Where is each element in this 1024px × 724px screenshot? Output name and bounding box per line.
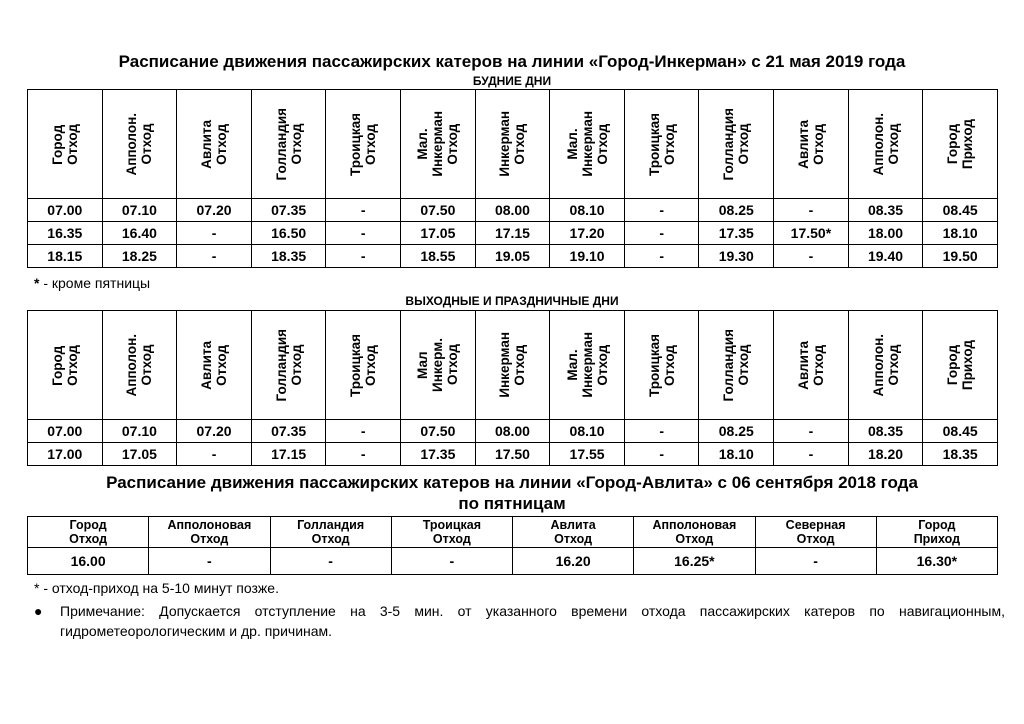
header-label-line: Отход — [885, 123, 901, 165]
time-cell: - — [326, 199, 401, 222]
header-label-line: Мал. — [564, 349, 580, 381]
friday-title: Расписание движения пассажирских катеров на линии «Город-Авлита» с 06 сентября 2018 года — [106, 473, 918, 492]
header-label — [124, 334, 154, 397]
footnote-text: - кроме пятницы — [39, 275, 151, 291]
header-cell — [149, 517, 270, 548]
time-cell: 18.55 — [401, 245, 476, 268]
weekdays-subtitle: БУДНИЕ ДНИ — [472, 74, 552, 88]
header-cell — [391, 517, 512, 548]
time-cell: 17.00 — [28, 443, 103, 466]
header-cell — [28, 311, 103, 420]
header-label-line: Авлита — [199, 340, 215, 390]
header-cell — [251, 311, 326, 420]
time-cell: 16.40 — [102, 222, 177, 245]
time-cell: - — [774, 420, 849, 443]
table-row — [28, 443, 998, 466]
time-cell: 16.25* — [634, 548, 755, 575]
header-cell — [513, 517, 634, 548]
header-label-line: Голландия — [721, 107, 737, 181]
header-label — [348, 334, 378, 397]
table-row — [28, 222, 998, 245]
header-label — [647, 334, 677, 397]
time-cell: - — [391, 548, 512, 575]
header-label-line: Отход — [445, 344, 461, 386]
footnote-star: * — [34, 275, 40, 291]
header-label-line: Город — [945, 123, 961, 165]
time-cell: 17.15 — [251, 443, 326, 466]
header-label-line: Отход — [288, 123, 304, 165]
time-cell: - — [774, 199, 849, 222]
weekdays-footnote — [34, 274, 150, 293]
header-label-line: Город — [49, 123, 65, 165]
time-cell: - — [326, 420, 401, 443]
header-cell — [102, 311, 177, 420]
header-label-line: Приход — [960, 339, 976, 391]
header-label-line: Отход — [512, 123, 528, 165]
header-label — [565, 111, 610, 177]
header-label-line: Голландия — [273, 107, 289, 181]
header-label — [497, 111, 527, 177]
header-label-line: Мал. — [564, 128, 580, 160]
time-cell: - — [624, 222, 699, 245]
header-row — [28, 90, 998, 199]
header-label-line: Отход — [64, 344, 80, 386]
header-label-line: Инкерм. — [430, 338, 446, 392]
friday-subtitle: по пятницам — [458, 494, 566, 513]
header-label — [721, 329, 751, 401]
header-label — [796, 120, 826, 169]
friday-footnote: * - отход-приход на 5-10 минут позже. — [34, 580, 279, 596]
time-cell: 07.10 — [102, 199, 177, 222]
time-cell: - — [326, 222, 401, 245]
header-cell — [177, 90, 252, 199]
time-cell: 08.45 — [923, 199, 998, 222]
header-cell — [550, 311, 625, 420]
header-label-line: Авлита — [795, 119, 811, 169]
header-label-line: Авлита — [795, 340, 811, 390]
header-label-line: Троицкая — [646, 333, 662, 397]
header-label-line: Троицкая — [348, 333, 364, 397]
time-cell: 08.25 — [699, 199, 774, 222]
header-label-line: Апполон. — [124, 112, 140, 176]
header-label — [871, 334, 901, 397]
header-cell — [475, 311, 550, 420]
time-cell: 17.35 — [401, 443, 476, 466]
header-label-line: Троицкая — [348, 112, 364, 176]
header-cell — [699, 90, 774, 199]
header-label — [348, 113, 378, 176]
remark-note: Примечание: Допускается отступление на 3-5 мин. от указанного времени отхода пассажирских катеров по навигационным, гидрометеорологическим и др. причинам. — [60, 603, 1005, 639]
header-cell — [876, 517, 997, 548]
time-cell: 19.30 — [699, 245, 774, 268]
time-cell: 07.50 — [401, 199, 476, 222]
header-cell — [550, 90, 625, 199]
time-cell: 17.20 — [550, 222, 625, 245]
header-label-line: Город — [49, 344, 65, 386]
time-cell: 07.35 — [251, 420, 326, 443]
time-cell: 08.35 — [848, 420, 923, 443]
time-cell: 18.35 — [251, 245, 326, 268]
header-label-line: Инкерман — [430, 111, 446, 177]
time-cell: - — [774, 245, 849, 268]
header-label-line: Город — [69, 518, 107, 532]
time-cell: - — [624, 199, 699, 222]
header-cell — [774, 311, 849, 420]
time-cell: 17.50 — [475, 443, 550, 466]
time-cell: 16.20 — [513, 548, 634, 575]
header-cell — [755, 517, 876, 548]
header-label-line: Отход — [885, 344, 901, 386]
header-label-line: Отход — [64, 123, 80, 165]
time-cell: 19.40 — [848, 245, 923, 268]
time-cell: 16.00 — [28, 548, 149, 575]
main-title: Расписание движения пассажирских катеров на линии «Город-Инкерман» с 21 мая 2019 года — [118, 52, 906, 71]
header-row — [28, 311, 998, 420]
header-label — [647, 113, 677, 176]
header-label-line: Город — [918, 518, 956, 532]
header-cell — [848, 90, 923, 199]
time-cell: 18.20 — [848, 443, 923, 466]
table-row — [28, 420, 998, 443]
header-label-line: Мал — [415, 351, 431, 379]
header-cell — [848, 311, 923, 420]
header-cell — [401, 90, 476, 199]
time-cell: 07.35 — [251, 199, 326, 222]
header-label-line: Отход — [594, 344, 610, 386]
time-cell: 07.20 — [177, 420, 252, 443]
time-cell: 08.25 — [699, 420, 774, 443]
time-cell: 08.10 — [550, 199, 625, 222]
header-row — [28, 517, 998, 548]
header-label-line: Апполон. — [124, 333, 140, 397]
header-cell — [401, 311, 476, 420]
header-cell — [634, 517, 755, 548]
time-cell: 18.10 — [699, 443, 774, 466]
time-cell: 17.05 — [401, 222, 476, 245]
weekdays-schedule-table — [27, 89, 998, 268]
header-cell — [28, 90, 103, 199]
header-label-line: Апполон. — [870, 333, 886, 397]
header-cell — [774, 90, 849, 199]
header-label-line: Троицкая — [422, 518, 482, 532]
header-label — [415, 338, 460, 392]
header-cell — [251, 90, 326, 199]
time-cell: - — [177, 245, 252, 268]
time-cell: 19.05 — [475, 245, 550, 268]
header-label-line: Голландия — [273, 328, 289, 402]
time-cell: - — [624, 245, 699, 268]
weekends-subtitle: ВЫХОДНЫЕ И ПРАЗДНИЧНЫЕ ДНИ — [405, 294, 619, 308]
time-cell: 16.50 — [251, 222, 326, 245]
header-label-line: Отход — [512, 344, 528, 386]
header-cell — [699, 311, 774, 420]
header-label-line: Отход — [796, 532, 835, 546]
header-label-line: Отход — [675, 532, 714, 546]
time-cell: 07.10 — [102, 420, 177, 443]
header-label-line: Апполон. — [870, 112, 886, 176]
bullet-icon: ● — [34, 603, 43, 619]
header-label-line: Отход — [736, 344, 752, 386]
header-label — [945, 340, 975, 390]
header-label-line: Инкерман — [579, 111, 595, 177]
header-label — [274, 329, 304, 401]
friday-schedule-table — [27, 516, 998, 575]
time-cell: - — [177, 443, 252, 466]
time-cell: 18.15 — [28, 245, 103, 268]
header-label — [565, 332, 610, 398]
header-label-line: Апполоновая — [652, 518, 737, 532]
time-cell: 18.10 — [923, 222, 998, 245]
time-cell: 07.50 — [401, 420, 476, 443]
header-label-line: Инкерман — [497, 111, 513, 177]
header-label — [497, 332, 527, 398]
time-cell: 17.55 — [550, 443, 625, 466]
time-cell: - — [270, 548, 391, 575]
header-cell — [475, 90, 550, 199]
time-cell: 08.45 — [923, 420, 998, 443]
header-cell — [270, 517, 391, 548]
time-cell: - — [326, 443, 401, 466]
header-label-line: Авлита — [199, 119, 215, 169]
header-label-line: Мал. — [415, 128, 431, 160]
time-cell: 08.10 — [550, 420, 625, 443]
header-label — [199, 120, 229, 169]
header-label-line: Отход — [736, 123, 752, 165]
time-cell: - — [624, 420, 699, 443]
time-cell: 18.00 — [848, 222, 923, 245]
header-label-line: Северная — [785, 518, 846, 532]
header-label — [721, 108, 751, 180]
header-label-line: Отход — [139, 123, 155, 165]
header-label — [199, 341, 229, 390]
header-cell — [326, 311, 401, 420]
header-label — [50, 345, 80, 386]
header-label — [124, 113, 154, 176]
time-cell: 07.00 — [28, 420, 103, 443]
header-label-line: Отход — [69, 532, 108, 546]
header-label-line: Отход — [661, 344, 677, 386]
time-cell: 16.35 — [28, 222, 103, 245]
header-label — [945, 119, 975, 169]
header-cell — [624, 311, 699, 420]
header-cell — [102, 90, 177, 199]
time-cell: 08.35 — [848, 199, 923, 222]
time-cell: 18.25 — [102, 245, 177, 268]
time-cell: 18.35 — [923, 443, 998, 466]
header-label-line: Отход — [432, 532, 471, 546]
time-cell: - — [755, 548, 876, 575]
header-label-line: Отход — [363, 123, 379, 165]
time-cell: - — [624, 443, 699, 466]
header-label — [50, 124, 80, 165]
header-cell — [923, 90, 998, 199]
header-label-line: Город — [945, 344, 961, 386]
header-cell — [923, 311, 998, 420]
time-cell: 07.00 — [28, 199, 103, 222]
header-label-line: Отход — [810, 123, 826, 165]
header-cell — [624, 90, 699, 199]
header-label — [415, 111, 460, 177]
header-label-line: Отход — [214, 344, 230, 386]
header-label-line: Голландия — [297, 518, 365, 532]
time-cell: - — [149, 548, 270, 575]
time-cell: 19.50 — [923, 245, 998, 268]
time-cell: - — [774, 443, 849, 466]
time-cell: 17.15 — [475, 222, 550, 245]
header-label — [274, 108, 304, 180]
time-cell: - — [326, 245, 401, 268]
time-cell: 17.05 — [102, 443, 177, 466]
header-label-line: Отход — [190, 532, 229, 546]
table-row — [28, 548, 998, 575]
header-label-line: Апполоновая — [167, 518, 252, 532]
time-cell: 17.35 — [699, 222, 774, 245]
time-cell: - — [177, 222, 252, 245]
table-row — [28, 245, 998, 268]
header-label-line: Отход — [594, 123, 610, 165]
header-label-line: Отход — [554, 532, 593, 546]
table-row — [28, 199, 998, 222]
header-label-line: Инкерман — [497, 332, 513, 398]
header-label-line: Приход — [913, 532, 961, 546]
header-cell — [177, 311, 252, 420]
header-label-line: Отход — [661, 123, 677, 165]
time-cell: 08.00 — [475, 420, 550, 443]
header-label-line: Отход — [139, 344, 155, 386]
header-label-line: Приход — [960, 118, 976, 170]
header-label-line: Отход — [311, 532, 350, 546]
header-label-line: Отход — [288, 344, 304, 386]
header-label-line: Голландия — [721, 328, 737, 402]
header-label-line: Инкерман — [579, 332, 595, 398]
header-label-line: Отход — [445, 123, 461, 165]
header-label-line: Отход — [214, 123, 230, 165]
header-label-line: Отход — [810, 344, 826, 386]
header-label-line: Отход — [363, 344, 379, 386]
header-label-line: Авлита — [550, 518, 596, 532]
header-label-line: Троицкая — [646, 112, 662, 176]
time-cell: 08.00 — [475, 199, 550, 222]
time-cell: 19.10 — [550, 245, 625, 268]
time-cell: 16.30* — [876, 548, 997, 575]
time-cell: 07.20 — [177, 199, 252, 222]
header-cell — [326, 90, 401, 199]
header-cell — [28, 517, 149, 548]
header-label — [871, 113, 901, 176]
header-label — [796, 341, 826, 390]
time-cell: 17.50* — [774, 222, 849, 245]
weekends-schedule-table — [27, 310, 998, 466]
